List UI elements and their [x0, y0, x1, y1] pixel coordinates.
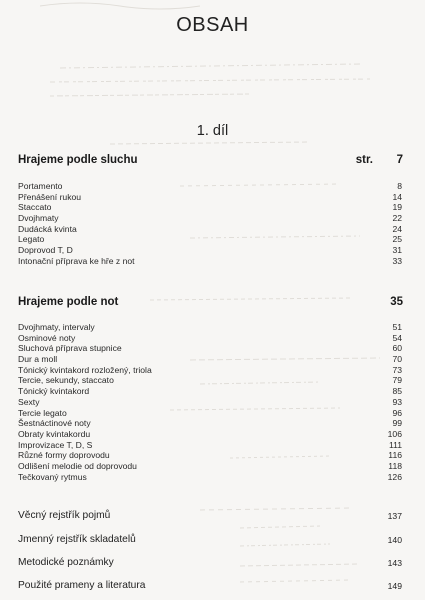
entry-page: 24 [392, 223, 402, 234]
toc-entry [18, 224, 402, 235]
entry-page: 140 [387, 535, 402, 545]
entry-page: 118 [388, 460, 402, 471]
entry-page: 70 [392, 354, 402, 365]
entry-title: Dur a moll [18, 354, 58, 365]
entry-title: Sexty [18, 396, 40, 407]
toc-entry [18, 386, 402, 397]
toc-entry [18, 440, 402, 451]
entry-page: 96 [392, 407, 402, 418]
toc-list-sluchu [18, 181, 402, 267]
entry-page: 126 [387, 471, 402, 482]
entry-title: Osminové noty [18, 332, 76, 343]
toc-entry [18, 450, 402, 461]
entry-page: 22 [392, 213, 402, 224]
toc-entry [18, 418, 402, 429]
entry-title: Dvojhmaty, intervaly [18, 322, 95, 332]
toc-entry [18, 343, 402, 354]
toc-entry [18, 461, 402, 472]
toc-entry [18, 256, 402, 267]
entry-page: 60 [392, 343, 402, 354]
entry-page: 14 [392, 191, 402, 202]
toc-entry-index-composers [18, 534, 402, 548]
entry-title: Tečkovaný rytmus [18, 471, 87, 482]
entry-title: Dvojhmaty [18, 213, 59, 224]
entry-page: 25 [392, 234, 402, 245]
section-page-number: 7 [396, 154, 403, 166]
entry-title: Staccato [18, 202, 52, 213]
entry-title: Přenášení rukou [18, 191, 82, 202]
entry-page: 33 [392, 255, 402, 266]
toc-entry [18, 365, 402, 376]
toc-entry [18, 181, 402, 192]
toc-entry [18, 472, 402, 483]
section-page-number: 35 [390, 296, 403, 308]
entry-title: Intonační příprava ke hře z not [18, 255, 135, 266]
entry-page: 143 [387, 558, 402, 568]
entry-title: Obraty kvintakordu [18, 428, 91, 439]
entry-page: 93 [392, 396, 402, 407]
entry-page: 51 [392, 322, 402, 332]
entry-page: 85 [392, 386, 402, 397]
toc-entry [18, 429, 402, 440]
part-title: 1. díl [196, 123, 229, 139]
section-title: Hrajeme podle not [18, 296, 119, 308]
entry-title: Portamento [18, 181, 63, 191]
entry-title: Doprovod T, D [18, 245, 73, 256]
entry-title: Věcný rejstřík pojmů [18, 510, 111, 521]
entry-page: 106 [387, 428, 402, 439]
toc-entry-index-terms [18, 510, 402, 524]
entry-title: Improvizace T, D, S [18, 439, 93, 450]
entry-title: Tónický kvintakord rozložený, triola [18, 364, 152, 375]
entry-page: 79 [392, 375, 402, 386]
entry-page: 8 [397, 181, 402, 191]
toc-entry [18, 408, 402, 419]
entry-page: 73 [392, 364, 402, 375]
entry-page: 31 [392, 245, 402, 256]
toc-entry [18, 213, 402, 224]
entry-title: Jmenný rejstřík skladatelů [18, 534, 136, 545]
entry-page: 19 [392, 202, 402, 213]
toc-entry [18, 322, 402, 333]
entry-page: 149 [387, 581, 402, 591]
entry-page: 54 [392, 332, 402, 343]
toc-entry [18, 375, 402, 386]
entry-title: Použité prameny a literatura [18, 580, 146, 591]
entry-title: Tercie, sekundy, staccato [18, 375, 114, 386]
entry-title: Metodické poznámky [18, 557, 114, 568]
entry-title: Tónický kvintakord [18, 386, 90, 397]
toc-entry [18, 202, 402, 213]
toc-entry-sources [18, 580, 402, 594]
entry-title: Šestnáctinové noty [18, 418, 91, 429]
toc-entry [18, 333, 402, 344]
entry-title: Dudácká kvinta [18, 223, 77, 234]
entry-page: 116 [388, 450, 402, 461]
toc-entry [18, 397, 402, 408]
toc-entry [18, 354, 402, 365]
entry-title: Legato [18, 234, 45, 245]
entry-page: 137 [387, 511, 402, 521]
toc-entry [18, 234, 402, 245]
entry-title: Sluchová příprava stupnice [18, 343, 122, 354]
entry-page: 111 [388, 439, 402, 450]
toc-list-not [18, 322, 402, 482]
entry-title: Tercie legato [18, 407, 67, 418]
entry-title: Různé formy doprovodu [18, 450, 110, 461]
toc-entry [18, 192, 402, 203]
page-title: OBSAH [176, 14, 249, 36]
entry-page: 99 [392, 418, 402, 429]
toc-entry [18, 245, 402, 256]
entry-title: Odlišení melodie od doprovodu [18, 460, 137, 471]
section-title: Hrajeme podle sluchu [18, 154, 138, 166]
toc-entry-methodical-notes [18, 557, 402, 571]
page-column-label: str. [355, 154, 373, 166]
